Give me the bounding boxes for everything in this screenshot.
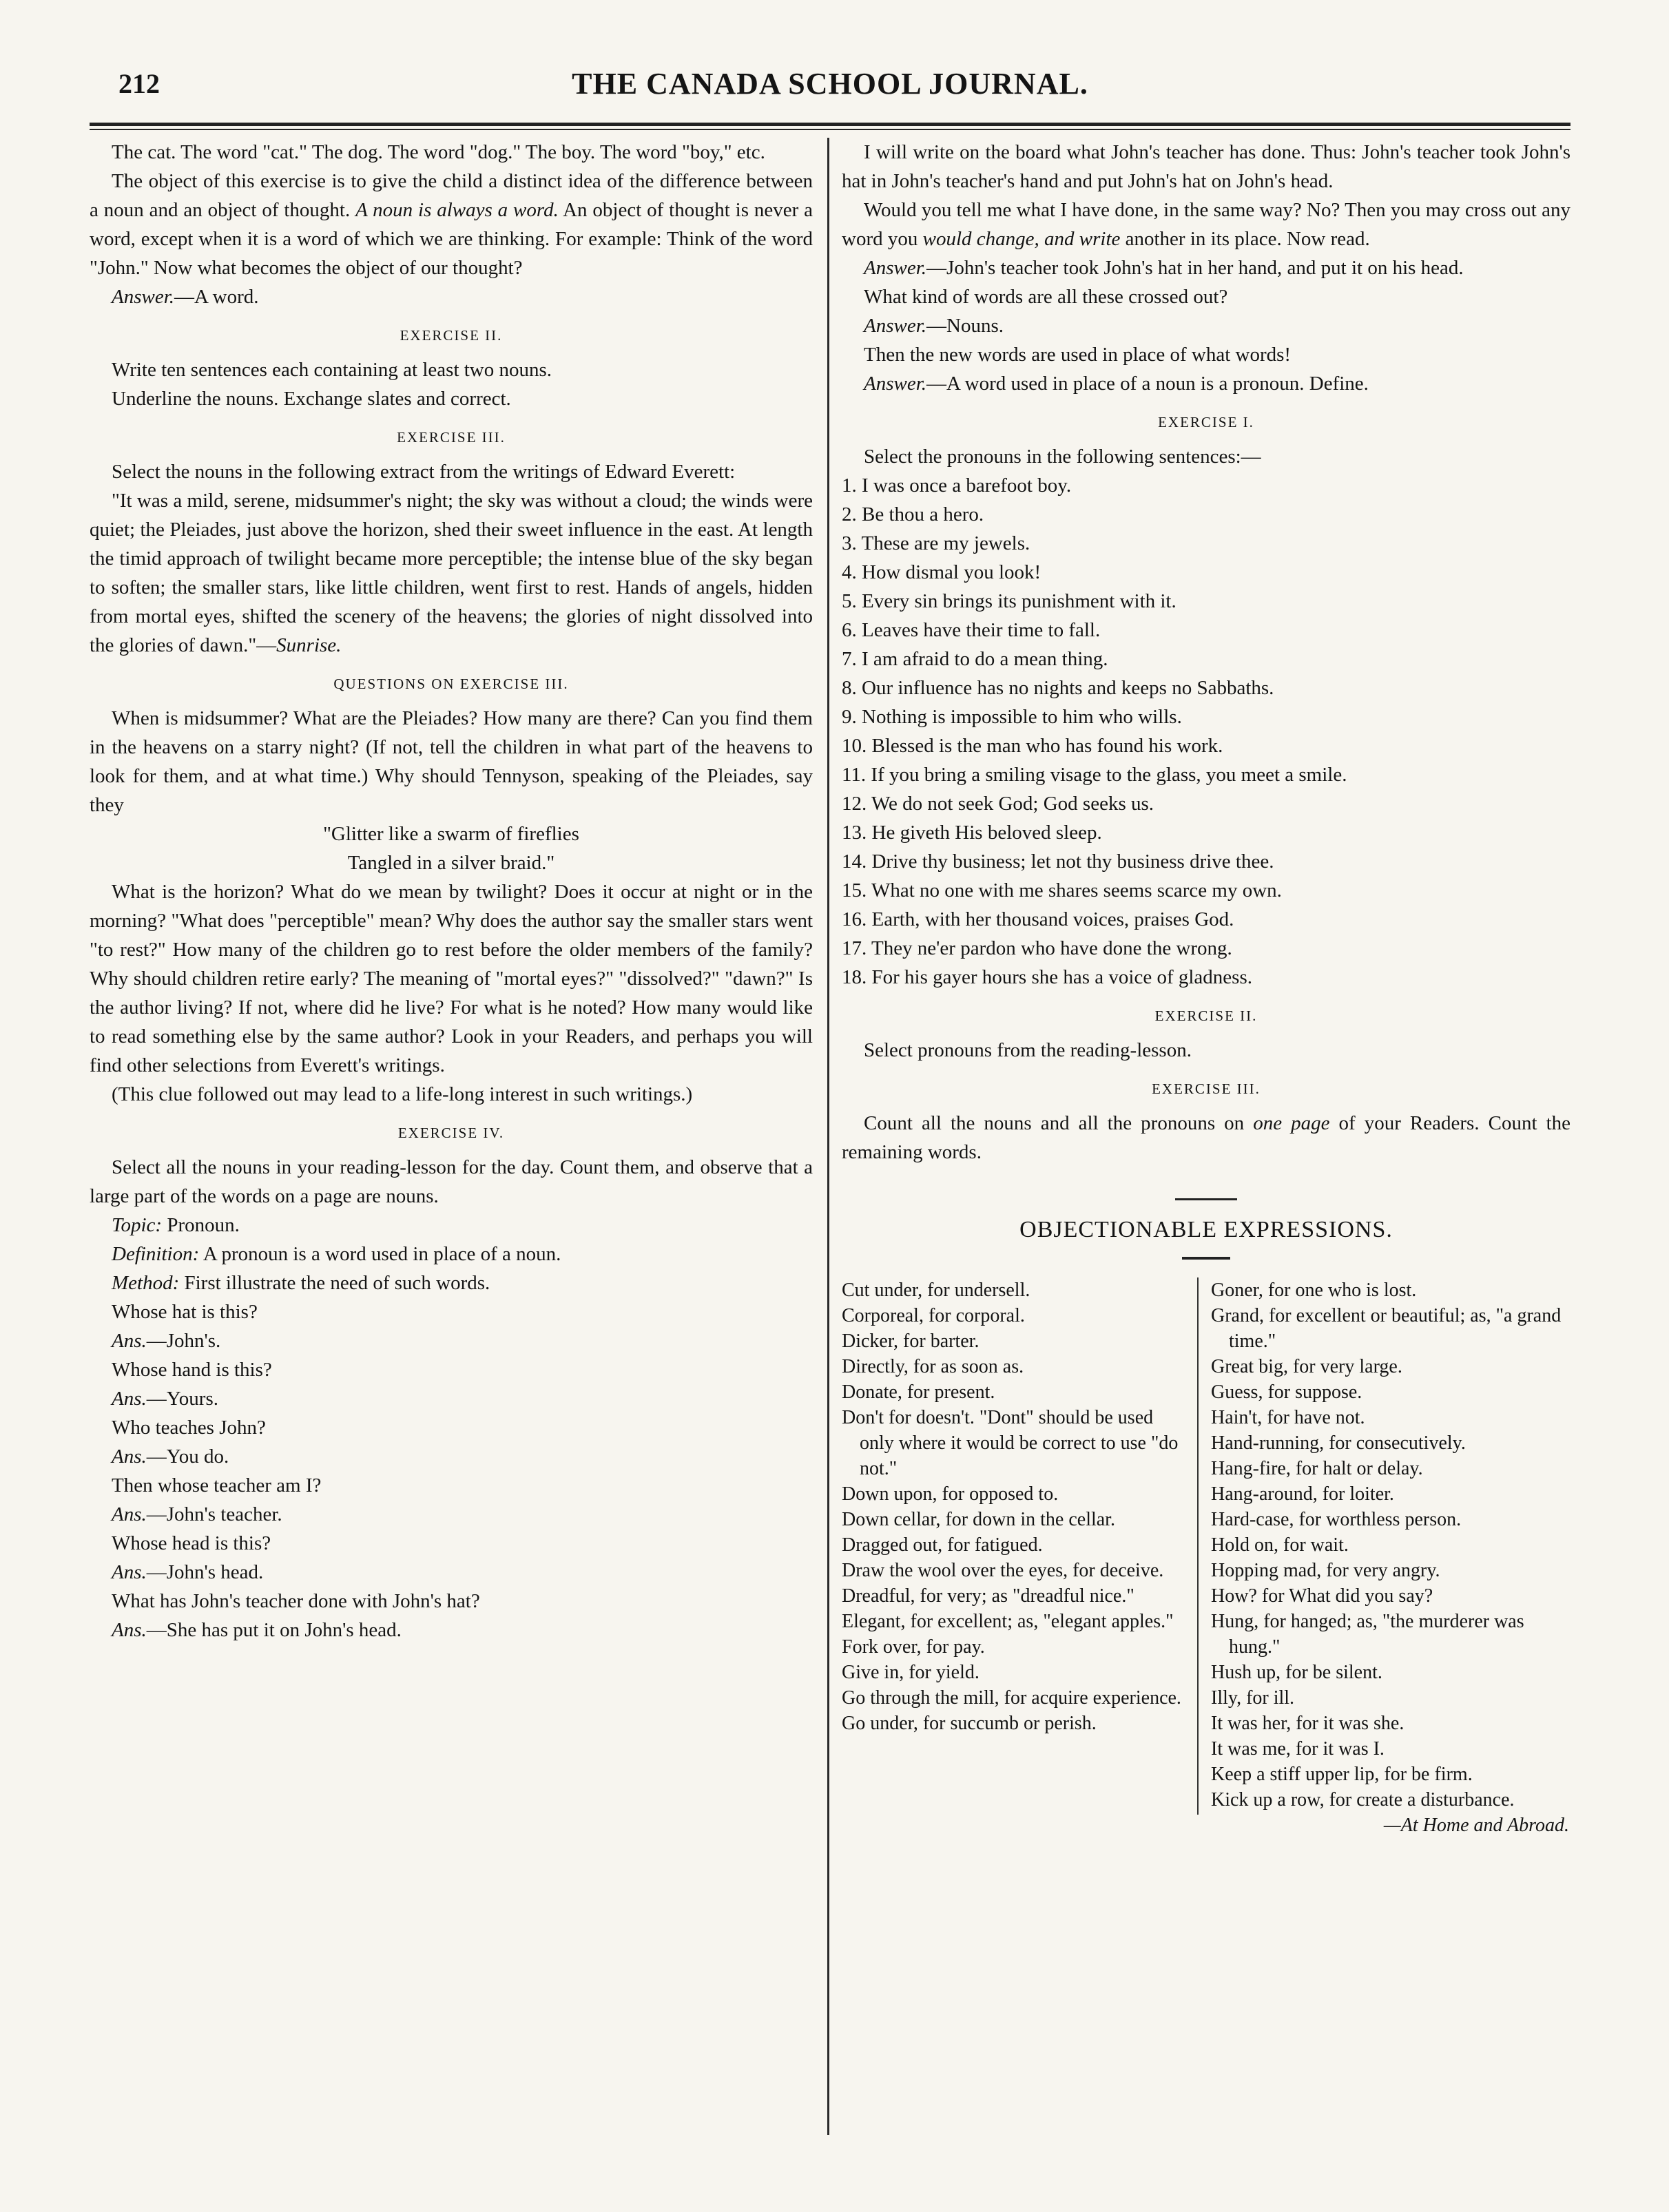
journal-page xyxy=(90,61,1570,2182)
column-divider xyxy=(827,138,829,2135)
question-line: Then the new words are used in place of what words! xyxy=(864,344,1292,366)
expression-entry: Corporeal, for corporal. xyxy=(842,1305,1025,1326)
expression-entry: Cut under, for undersell. xyxy=(842,1280,1030,1301)
list-item: 1. I was once a barefoot boy. xyxy=(842,474,1072,497)
method-line xyxy=(90,1269,813,1297)
list-item: 12. We do not seek God; God seeks us. xyxy=(842,793,1154,815)
page-header xyxy=(90,61,1570,109)
ans-label: Ans. xyxy=(112,1388,147,1410)
answer-label: Answer. xyxy=(864,257,927,279)
cross-text-b: another in its place. Now read. xyxy=(1120,228,1370,250)
expression-entry: It was her, for it was she. xyxy=(1211,1713,1404,1734)
expression-entry: Hard-case, for worthless person. xyxy=(1211,1509,1462,1530)
columns xyxy=(90,138,1570,2182)
list-item: 4. How dismal you look! xyxy=(842,561,1041,583)
poem-line-1: "Glitter like a swarm of fireflies xyxy=(323,823,579,845)
questions-paragraph-3: (This clue followed out may lead to a life-long interest in such writings.) xyxy=(112,1083,693,1105)
list-item: 3. These are my jewels. xyxy=(842,532,1030,554)
expression-entry: Kick up a row, for create a disturbance. xyxy=(1211,1789,1515,1811)
dialogue-question: Who teaches John? xyxy=(112,1417,266,1439)
ans-label: Ans. xyxy=(112,1561,147,1583)
list-item: 10. Blessed is the man who has found his work. xyxy=(842,735,1223,757)
list-item: 13. He giveth His beloved sleep. xyxy=(842,822,1102,844)
header-rule xyxy=(90,123,1570,130)
left-column xyxy=(90,138,813,1645)
answer-text: —Nouns. xyxy=(926,315,1004,337)
list-item: 14. Drive thy business; let not thy business drive thee. xyxy=(842,851,1274,873)
expressions-column-2 xyxy=(1211,1277,1569,1838)
dialogue-question: Whose hat is this? xyxy=(112,1301,258,1323)
source-signature: —At Home and Abroad. xyxy=(1383,1815,1569,1836)
expression-entry: Give in, for yield. xyxy=(842,1662,979,1683)
exercise-iii-heading: EXERCISE III. xyxy=(397,429,506,446)
right-column xyxy=(842,138,1570,1836)
definition-text: A pronoun is a word used in place of a noun. xyxy=(199,1243,561,1265)
everett-quote xyxy=(90,486,813,660)
expression-entry: Grand, for excellent or beautiful; as, "a grand time." xyxy=(1211,1305,1562,1352)
quote-source: Sunrise. xyxy=(276,634,342,656)
dialogue-answer xyxy=(90,1442,813,1471)
dialogue-answer xyxy=(90,1326,813,1355)
ans-label: Ans. xyxy=(112,1619,147,1641)
exercise-i-intro: Select the pronouns in the following sentences:— xyxy=(864,446,1261,468)
dialogue-question: Then whose teacher am I? xyxy=(112,1474,322,1496)
expression-entry: Draw the wool over the eyes, for deceive. xyxy=(842,1560,1164,1581)
dialogue-answer xyxy=(90,1558,813,1587)
definition-label: Definition: xyxy=(112,1243,200,1265)
dialogue-question: Whose head is this? xyxy=(112,1532,271,1554)
expression-entry: Directly, for as soon as. xyxy=(842,1356,1024,1377)
topic-text: Pronoun. xyxy=(162,1214,240,1236)
count-text-a: Count all the nouns and all the pronouns on xyxy=(864,1112,1254,1134)
expression-entry: Great big, for very large. xyxy=(1211,1356,1402,1377)
exercise-ii-line-2: Underline the nouns. Exchange slates and correct. xyxy=(112,388,511,410)
list-item: 2. Be thou a hero. xyxy=(842,503,984,525)
list-item: 11. If you bring a smiling visage to the glass, you meet a smile. xyxy=(842,764,1347,786)
dialogue-answer xyxy=(90,1500,813,1529)
ans-label: Ans. xyxy=(112,1446,147,1468)
expression-entry: Donate, for present. xyxy=(842,1381,995,1403)
page-number: 212 xyxy=(118,68,160,99)
ans-text: —John's teacher. xyxy=(146,1503,282,1525)
list-item: 16. Earth, with her thousand voices, praises God. xyxy=(842,908,1234,930)
answer-line xyxy=(842,311,1570,340)
answer-label: Answer. xyxy=(864,373,927,395)
answer-text: —John's teacher took John's hat in her hand, and put it on his head. xyxy=(926,257,1464,279)
expression-entry: Goner, for one who is lost. xyxy=(1211,1280,1417,1301)
answer-text: —A word. xyxy=(174,286,259,308)
object-text-b: An object of thought is never a word, except when it is a word of which we are thinking. For example: Think of the word "John." Now what becomes the object of our thought? xyxy=(90,199,813,279)
topic-line xyxy=(90,1211,813,1240)
answer-label: Answer. xyxy=(112,286,175,308)
exercise-ii-heading: EXERCISE II. xyxy=(400,327,503,344)
expression-entry: Dreadful, for very; as "dreadful nice." xyxy=(842,1585,1134,1607)
exercise-ii-line-1: Write ten sentences each containing at least two nouns. xyxy=(112,359,552,381)
list-item: 7. I am afraid to do a mean thing. xyxy=(842,648,1108,670)
ans-text: —You do. xyxy=(146,1446,229,1468)
dialogue-answer xyxy=(90,1384,813,1413)
answer-line xyxy=(842,253,1570,282)
object-text-italic: A noun is always a word. xyxy=(355,199,559,221)
exercise-iii-intro: Select the nouns in the following extract from the writings of Edward Everett: xyxy=(112,461,736,483)
title-underline xyxy=(1182,1257,1230,1260)
expression-entry: Down cellar, for down in the cellar. xyxy=(842,1509,1115,1530)
list-item: 18. For his gayer hours she has a voice of gladness. xyxy=(842,966,1252,988)
list-item: 17. They ne'er pardon who have done the wrong. xyxy=(842,937,1232,959)
cross-text-a: Would you tell me what I have done, in the same way? No? Then you may cross out any word you xyxy=(842,199,1570,250)
expression-entry: Hang-fire, for halt or delay. xyxy=(1211,1458,1423,1479)
topic-label: Topic: xyxy=(112,1214,163,1236)
expressions-column-1 xyxy=(842,1277,1186,1736)
expression-entry: Hand-running, for consecutively. xyxy=(1211,1432,1466,1454)
expression-entry: Dicker, for barter. xyxy=(842,1331,979,1352)
exercise-i-heading: EXERCISE I. xyxy=(1158,414,1254,430)
expression-entry: Dragged out, for fatigued. xyxy=(842,1534,1043,1556)
poem-line-2: Tangled in a silver braid." xyxy=(347,852,555,874)
expression-entry: Elegant, for excellent; as, "elegant apples." xyxy=(842,1611,1174,1632)
expression-entry: Illy, for ill. xyxy=(1211,1687,1295,1709)
objectionable-expressions-title: OBJECTIONABLE EXPRESSIONS. xyxy=(1019,1217,1393,1242)
dialogue xyxy=(90,1297,813,1645)
exercise-iv-paragraph: Select all the nouns in your reading-lesson for the day. Count them, and observe that a large part of the words on a page are nouns. xyxy=(90,1156,813,1207)
expression-entry: Hush up, for be silent. xyxy=(1211,1662,1382,1683)
count-text-italic: one page xyxy=(1253,1112,1330,1134)
expression-entry: Keep a stiff upper lip, for be firm. xyxy=(1211,1764,1473,1785)
expression-entry: Fork over, for pay. xyxy=(842,1636,985,1658)
definition-line xyxy=(90,1240,813,1269)
expression-entry: How? for What did you say? xyxy=(1211,1585,1433,1607)
ans-text: —She has put it on John's head. xyxy=(146,1619,402,1641)
exercise-ii-heading: EXERCISE II. xyxy=(1154,1008,1258,1024)
section-separator xyxy=(1175,1198,1237,1200)
expression-entry: Hain't, for have not. xyxy=(1211,1407,1365,1428)
dialogue-question: What has John's teacher done with John's hat? xyxy=(112,1590,480,1612)
cross-out-paragraph xyxy=(842,196,1570,253)
expression-entry: Go through the mill, for acquire experience. xyxy=(842,1687,1181,1709)
expression-entry: Hold on, for wait. xyxy=(1211,1534,1349,1556)
ans-text: —Yours. xyxy=(146,1388,218,1410)
intro-paragraph: The cat. The word "cat." The dog. The word "dog." The boy. The word "boy," etc. xyxy=(112,141,765,163)
list-item: 5. Every sin brings its punishment with it. xyxy=(842,590,1176,612)
object-text-a: The object of this exercise is to give the child a distinct idea of the difference between a noun and an object of thought. xyxy=(90,170,813,221)
answer-text: —A word used in place of a noun is a pronoun. Define. xyxy=(926,373,1369,395)
ans-label: Ans. xyxy=(112,1503,147,1525)
dialogue-answer xyxy=(90,1616,813,1645)
list-item: 8. Our influence has no nights and keeps no Sabbaths. xyxy=(842,677,1274,699)
quote-text: "It was a mild, serene, midsummer's night; the sky was without a cloud; the winds were quiet; the Pleiades, just above the horizon, shed their sweet influence in the east. At length the timid approach of twilight became more perceptible; the intense blue of the sky began to soften; the smaller stars, like little children, went first to rest. Hands of angels, hidden from mortal eyes, shifted the scenery of the heavens; the glories of night dissolved into the glories of dawn."— xyxy=(90,490,813,656)
journal-title: THE CANADA SCHOOL JOURNAL. xyxy=(572,67,1088,101)
expression-entry: It was me, for it was I. xyxy=(1211,1738,1385,1760)
questions-paragraph-2: What is the horizon? What do we mean by twilight? Does it occur at night or in the morning? "What does "perceptible" mean? Why does the author say the smaller stars went "to rest?" How many of the children go to rest before the older members of the family? Why should children retire early? The meaning of "mortal eyes?" "dissolved?" "dawn?" Is the author living? If not, where did he live? For what is he noted? How many would like to read something else by the same author? Look in your Readers, and perhaps you will find other selections from Everett's writings. xyxy=(90,881,813,1076)
exercise-iii-text xyxy=(842,1109,1570,1167)
answer-label: Answer. xyxy=(864,315,927,337)
expression-entry: Hung, for hanged; as, "the murderer was hung." xyxy=(1211,1611,1524,1658)
expression-entry: Hang-around, for loiter. xyxy=(1211,1483,1394,1505)
exercise-iv-heading: EXERCISE IV. xyxy=(397,1125,505,1141)
list-item: 15. What no one with me shares seems scarce my own. xyxy=(842,879,1282,901)
exercise-ii-text: Select pronouns from the reading-lesson. xyxy=(864,1039,1192,1061)
list-item: 6. Leaves have their time to fall. xyxy=(842,619,1101,641)
ans-text: —John's. xyxy=(146,1330,221,1352)
questions-paragraph-1: When is midsummer? What are the Pleiades? How many are there? Can you find them in the heavens on a starry night? (If not, tell the children in what part of the heavens to look for them, and at what time.) Why should Tennyson, speaking of the Pleiades, say they xyxy=(90,707,813,816)
expressions-divider xyxy=(1197,1277,1199,1815)
cross-text-italic: would change, and write xyxy=(922,228,1121,250)
count-text-b: of your Readers. Count the remaining words. xyxy=(842,1112,1570,1163)
expression-entry: Hopping mad, for very angry. xyxy=(1211,1560,1440,1581)
answer-line xyxy=(90,282,813,311)
method-label: Method: xyxy=(112,1272,180,1294)
question-line: What kind of words are all these crossed out? xyxy=(864,286,1228,308)
object-paragraph xyxy=(90,167,813,282)
expression-entry: Guess, for suppose. xyxy=(1211,1381,1362,1403)
expression-entry: Go under, for succumb or perish. xyxy=(842,1713,1097,1734)
pronoun-sentence-list xyxy=(842,471,1570,992)
questions-heading: QUESTIONS ON EXERCISE III. xyxy=(333,676,569,692)
answer-line xyxy=(842,369,1570,398)
ans-label: Ans. xyxy=(112,1330,147,1352)
board-paragraph: I will write on the board what John's teacher has done. Thus: John's teacher took John's hat in John's teacher's hand and put John's hat on John's head. xyxy=(842,141,1570,192)
expression-entry: Don't for doesn't. "Dont" should be used only where it would be correct to use "do not." xyxy=(842,1407,1179,1479)
exercise-iii-heading: EXERCISE III. xyxy=(1152,1081,1261,1097)
ans-text: —John's head. xyxy=(146,1561,264,1583)
expression-entry: Down upon, for opposed to. xyxy=(842,1483,1059,1505)
dialogue-question: Whose hand is this? xyxy=(112,1359,272,1381)
method-text: First illustrate the need of such words. xyxy=(179,1272,490,1294)
list-item: 9. Nothing is impossible to him who wills. xyxy=(842,706,1182,728)
